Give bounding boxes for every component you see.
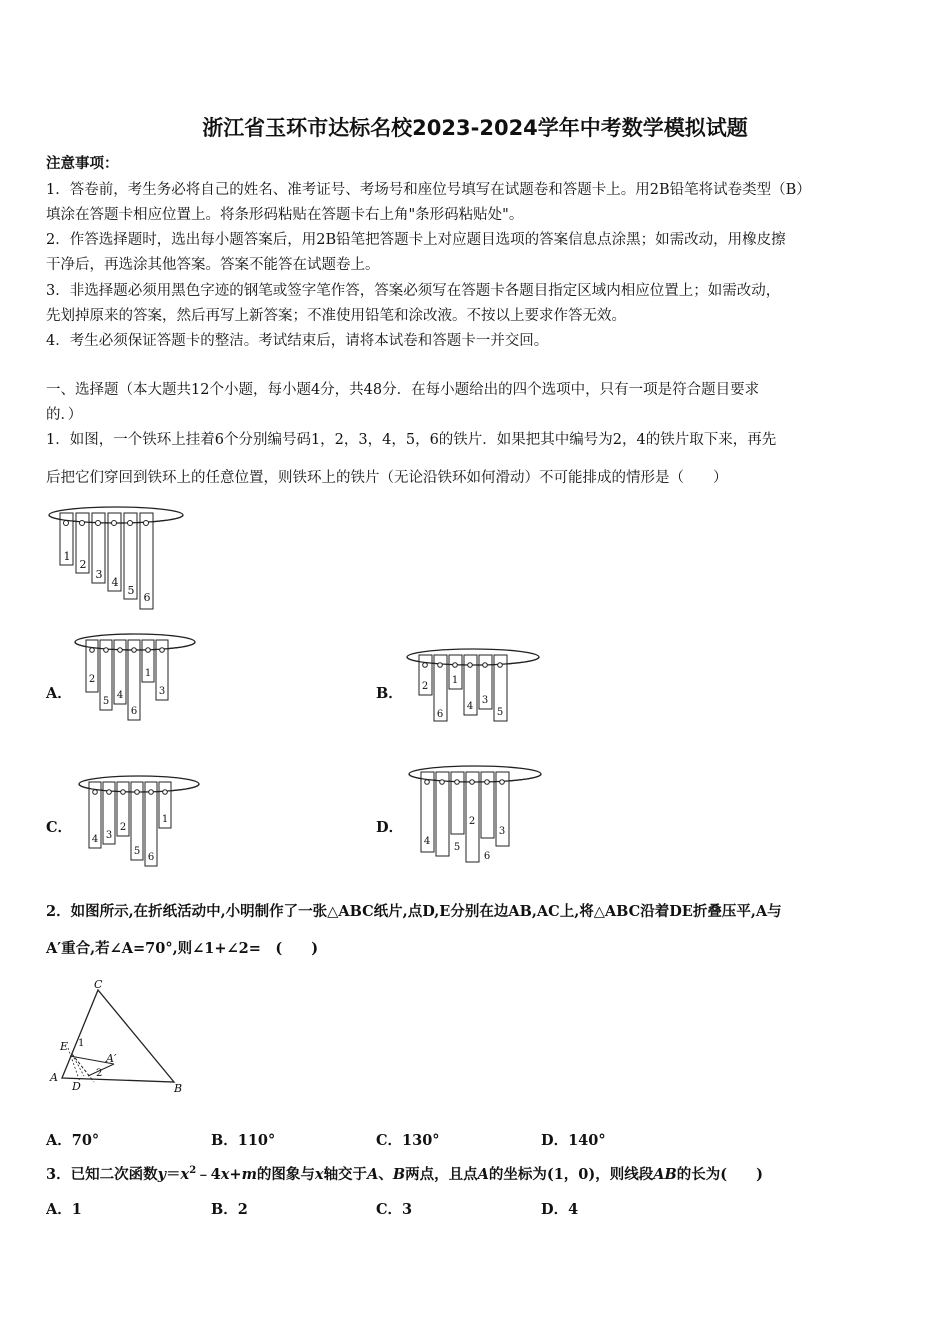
- angle-1-label: 1: [78, 1038, 85, 1049]
- notice-line: 1．答卷前，考生务必将自己的姓名、准考证号、考场号和座位号填写在试题卷和答题卡上。用2B铅笔将试卷类型（B）: [46, 182, 811, 198]
- q3-text: 的坐标为(1，0)，则线段: [488, 1166, 654, 1183]
- q1-option-b[interactable]: B．: [376, 685, 403, 702]
- tile-label: 5: [127, 584, 135, 597]
- q1-option-a-figure: [73, 630, 203, 725]
- notice-line: 2．作答选择题时，选出每小题答案后，用2B铅笔把答题卡上对应题目选项的答案信息点涂黑；如需改动，用橡皮擦: [46, 232, 786, 248]
- vertex-c-label: C: [94, 978, 103, 991]
- q3-segment-ab: AB: [653, 1166, 677, 1183]
- vertex-a-prime-label: A′: [106, 1052, 117, 1065]
- q1-option-c-figure: [77, 772, 207, 867]
- q1-option-b-figure: [405, 645, 545, 725]
- question-2-text-cont: A′重合,若∠A=70°,则∠1+∠2= ( ): [46, 940, 319, 957]
- q3-option-a[interactable]: A．1: [46, 1201, 82, 1218]
- tile-label: 1: [161, 814, 169, 825]
- tile-label: 5: [453, 842, 461, 853]
- tile-label: 2: [119, 822, 127, 833]
- notice-heading: 注意事项：: [46, 155, 119, 172]
- q3-coef: ﹣4: [196, 1166, 221, 1183]
- q3-var-x: x: [180, 1166, 190, 1183]
- q3-text: 的长为( ): [676, 1166, 764, 1183]
- tile-label: 4: [466, 701, 474, 712]
- tile-label: 4: [116, 690, 124, 701]
- q1-option-c[interactable]: C．: [46, 819, 73, 836]
- tile-label: 6: [143, 591, 151, 604]
- q1-option-d[interactable]: D．: [376, 819, 404, 836]
- q1-option-d-figure: [407, 762, 547, 867]
- vertex-a-label: A: [50, 1071, 58, 1084]
- tile-label: 5: [496, 707, 504, 718]
- q2-option-a[interactable]: A．70°: [46, 1132, 100, 1149]
- page-title: 浙江省玉环市达标名校2023-2024学年中考数学模拟试题: [202, 116, 748, 140]
- tile-label: 5: [133, 846, 141, 857]
- q3-option-c[interactable]: C．3: [376, 1201, 413, 1218]
- q2-triangle-figure: [46, 978, 186, 1098]
- q3-point-a: A: [477, 1166, 489, 1183]
- angle-2-label: 2: [96, 1068, 103, 1079]
- tile-label: 3: [158, 686, 166, 697]
- tile-label: 6: [483, 851, 491, 862]
- q1-ring-figure: [46, 503, 186, 608]
- vertex-d-label: D: [72, 1080, 81, 1093]
- tile-label: 1: [451, 675, 459, 686]
- q2-option-d[interactable]: D．140°: [541, 1132, 606, 1149]
- tile-label: 2: [421, 681, 429, 692]
- vertex-e-label: E: [60, 1040, 69, 1053]
- tile-label: 4: [423, 836, 431, 847]
- q3-var-y: y: [157, 1166, 167, 1183]
- tile-label: 1: [144, 668, 152, 679]
- q3-point-a: A: [367, 1166, 379, 1183]
- q3-text: 轴交于: [323, 1166, 368, 1183]
- q3-prefix: 3．已知二次函数: [46, 1166, 158, 1183]
- notice-line: 先划掉原来的答案，然后再写上新答案；不准使用铅笔和涂改液。不按以上要求作答无效。: [46, 308, 626, 324]
- tile-label: 2: [88, 674, 96, 685]
- q3-point-b: B: [392, 1166, 406, 1183]
- q3-option-b[interactable]: B．2: [211, 1201, 248, 1218]
- tile-label: 3: [105, 830, 113, 841]
- tile-label: 3: [481, 695, 489, 706]
- q3-text: 两点，且点: [405, 1166, 478, 1183]
- section-heading: 一、选择题（本大题共12个小题，每小题4分，共48分．在每小题给出的四个选项中，只有一项是符合题目要求: [46, 382, 760, 398]
- q3-plus: +: [229, 1166, 242, 1183]
- tile-label: 4: [91, 834, 99, 845]
- q2-option-b[interactable]: B．110°: [211, 1132, 276, 1149]
- tile-label: 1: [63, 550, 71, 563]
- tile-label: 4: [111, 576, 119, 589]
- q3-eq: ＝: [166, 1166, 181, 1183]
- q3-var-m: m: [241, 1166, 257, 1183]
- question-1-text-cont: 后把它们穿回到铁环上的任意位置，则铁环上的铁片（无论沿铁环如何滑动）不可能排成的情形是（ ）: [46, 470, 728, 486]
- q3-exponent: 2: [189, 1165, 197, 1177]
- q3-var-x: x: [314, 1166, 324, 1183]
- q3-option-d[interactable]: D．4: [541, 1201, 579, 1218]
- notice-line: 4．考生必须保证答题卡的整洁。考试结束后，请将本试卷和答题卡一并交回。: [46, 333, 549, 349]
- q3-text: 的图象与: [256, 1166, 315, 1183]
- vertex-b-label: B: [174, 1082, 183, 1095]
- tile-label: 3: [95, 568, 103, 581]
- section-heading-cont: 的．）: [46, 407, 83, 423]
- q3-var-x: x: [220, 1166, 230, 1183]
- tile-label: 3: [498, 826, 506, 837]
- question-3-text: [46, 1163, 763, 1184]
- question-2-text: 2．如图所示,在折纸活动中,小明制作了一张△ABC纸片,点D,E分别在边AB,AC上,将△ABC沿着DE折叠压平,A与: [46, 903, 782, 920]
- tile-label: 5: [102, 696, 110, 707]
- question-1-text: 1．如图，一个铁环上挂着6个分别编号码1，2，3，4，5，6的铁片．如果把其中编号为2，4的铁片取下来，再先: [46, 432, 777, 448]
- tile-label: 2: [79, 558, 87, 571]
- tile-label: 6: [130, 706, 138, 717]
- notice-line: 3．非选择题必须用黑色字迹的钢笔或签字笔作答，答案必须写在答题卡各题目指定区域内相应位置上；如需改动，: [46, 283, 781, 299]
- notice-line: 填涂在答题卡相应位置上。将条形码粘贴在答题卡右上角"条形码粘贴处"。: [46, 207, 524, 223]
- q2-option-c[interactable]: C．130°: [376, 1132, 440, 1149]
- q3-sep: 、: [378, 1166, 393, 1183]
- notice-line: 干净后，再选涂其他答案。答案不能答在试题卷上。: [46, 257, 380, 273]
- q1-option-a[interactable]: A．: [46, 685, 72, 702]
- tile-label: 2: [468, 816, 476, 827]
- tile-label: 6: [436, 709, 444, 720]
- tile-label: 6: [147, 852, 155, 863]
